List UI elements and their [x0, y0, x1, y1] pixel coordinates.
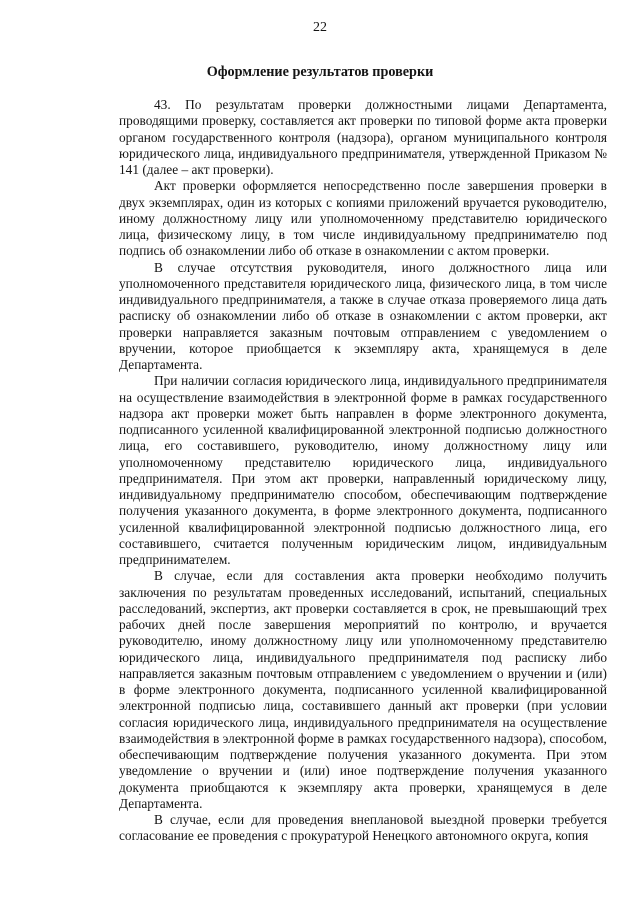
- section-heading: Оформление результатов проверки: [206, 64, 434, 80]
- paragraph: При наличии согласия юридического лица, индивидуального предпринимателя на осуществление взаимодействия в электронной форме в рамках государственного надзора акт проверки может быть направлен в форме электронного документа, подписанного усиленной квалифицированной электронной подписью должностного лица, его составившего, руководителю, иному должностному лицу или уполномоченному представителю юридического лица, индивидуального предпринимателя. При этом акт проверки, направленный юридическому лицу, индивидуальному предпринимателю способом, обеспечивающим подтверждение получения указанного документа, в форме электронного документа, подписанного усиленной квалифицированной электронной подписью должностного лица, его составившего, считается полученным юридическим лицом, индивидуальным предпринимателем.: [119, 373, 607, 567]
- body-text: [119, 97, 607, 845]
- paragraph: 43. По результатам проверки должностными лицами Департамента, проводящими проверку, составляется акт проверки по типовой форме акта проверки органом государственного контроля (надзора), органом муниципального контроля юридического лица, индивидуального предпринимателя, утвержденной Приказом № 141 (далее – акт проверки).: [119, 97, 607, 177]
- paragraph: В случае отсутствия руководителя, иного должностного лица или уполномоченного представителя юридического лица, физического лица, в том числе индивидуального предпринимателя, а также в случае отказа проверяемого лица дать расписку об ознакомлении либо об отказе в ознакомлении с актом проверки, акт проверки направляется заказным почтовым отправлением с уведомлением о вручении, которое приобщается к экземпляру акта, хранящемуся в деле Департамента.: [119, 259, 607, 372]
- page-number: 22: [313, 20, 327, 35]
- paragraph: В случае, если для составления акта проверки необходимо получить заключения по результатам проведенных исследований, испытаний, специальных расследований, экспертиз, акт проверки составляется в срок, не превышающий трех рабочих дней после завершения мероприятий по контролю, и вручается руководителю, иному должностному лицу или уполномоченному представителю юридического лица, индивидуального предпринимателя под расписку либо направляется заказным почтовым отправлением с уведомлением о вручении и (или) в форме электронного документа, подписанного усиленной квалифицированной электронной подписью лица, составившего данный акт проверки (при условии согласия юридического лица, индивидуального предпринимателя на осуществление взаимодействия в электронной форме в рамках государственного надзора), способом, обеспечивающим подтверждение получения указанного документа. При этом уведомление о вручении и (или) иное подтверждение получения указанного документа приобщаются к экземпляру акта проверки, хранящемуся в деле Департамента.: [119, 568, 607, 811]
- paragraph: В случае, если для проведения внеплановой выездной проверки требуется согласование ее проведения с прокуратурой Ненецкого автономного округа, копия: [119, 812, 607, 844]
- paragraph: Акт проверки оформляется непосредственно после завершения проверки в двух экземплярах, один из которых с копиями приложений вручается руководителю, иному должностному лицу или уполномоченному представителю юридического лица, физическому лицу, в том числе индивидуальному предпринимателю под подпись об ознакомлении либо об отказе в ознакомлении с актом проверки.: [119, 178, 607, 259]
